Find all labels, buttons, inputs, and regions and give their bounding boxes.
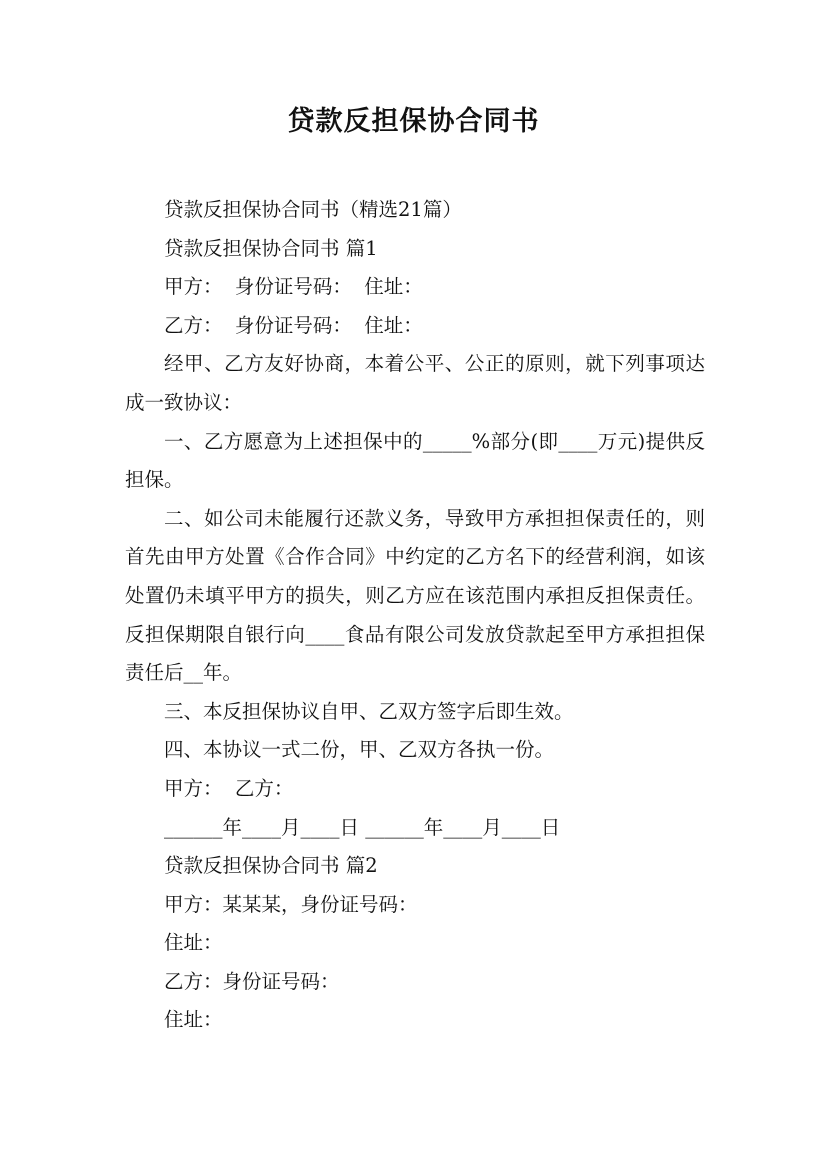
paragraph-clause-3: 三、本反担保协议自甲、乙双方签字后即生效。	[164, 699, 574, 723]
paragraph-clause-1: 一、乙方愿意为上述担保中的_____%部分(即____万元)提供反担保。	[125, 429, 705, 492]
paragraph-party-a-info: 甲方： 身份证号码： 住址：	[164, 275, 423, 299]
paragraph-signature-dates: ______年____月____日 ______年____月____日	[164, 815, 561, 839]
paragraph-clause-2: 二、如公司未能履行还款义务，导致甲方承担担保责任的，则首先由甲方处置《合作合同》中约定的乙方名下的经营利润，如该处置仍未填平甲方的损失，则乙方应在该范围内承担反担保责任。反担保期限自银行向____食品有限公司发放贷款起至甲方承担担保责任后__年。	[125, 506, 705, 685]
document-body	[125, 191, 705, 1040]
paragraph-party-b-info: 乙方： 身份证号码： 住址：	[164, 313, 423, 337]
paragraph-party-a-name: 甲方：某某某，身份证号码：	[164, 892, 418, 916]
paragraph-preamble: 经甲、乙方友好协商，本着公平、公正的原则，就下列事项达成一致协议：	[125, 352, 705, 414]
paragraph-clause-4: 四、本协议一式二份，甲、乙双方各执一份。	[164, 738, 555, 762]
paragraph-party-b-id: 乙方：身份证号码：	[164, 969, 340, 993]
paragraph-section-heading-2: 贷款反担保协合同书 篇2	[164, 854, 378, 878]
paragraph-party-a-address: 住址：	[164, 931, 223, 955]
paragraph-signatures: 甲方： 乙方：	[164, 776, 294, 800]
paragraph-collection-heading: 贷款反担保协合同书（精选21篇）	[164, 198, 462, 221]
paragraph-party-b-address: 住址：	[164, 1008, 223, 1032]
paragraph-section-heading-1: 贷款反担保协合同书 篇1	[164, 236, 378, 260]
document-title: 贷款反担保协合同书	[287, 106, 540, 137]
